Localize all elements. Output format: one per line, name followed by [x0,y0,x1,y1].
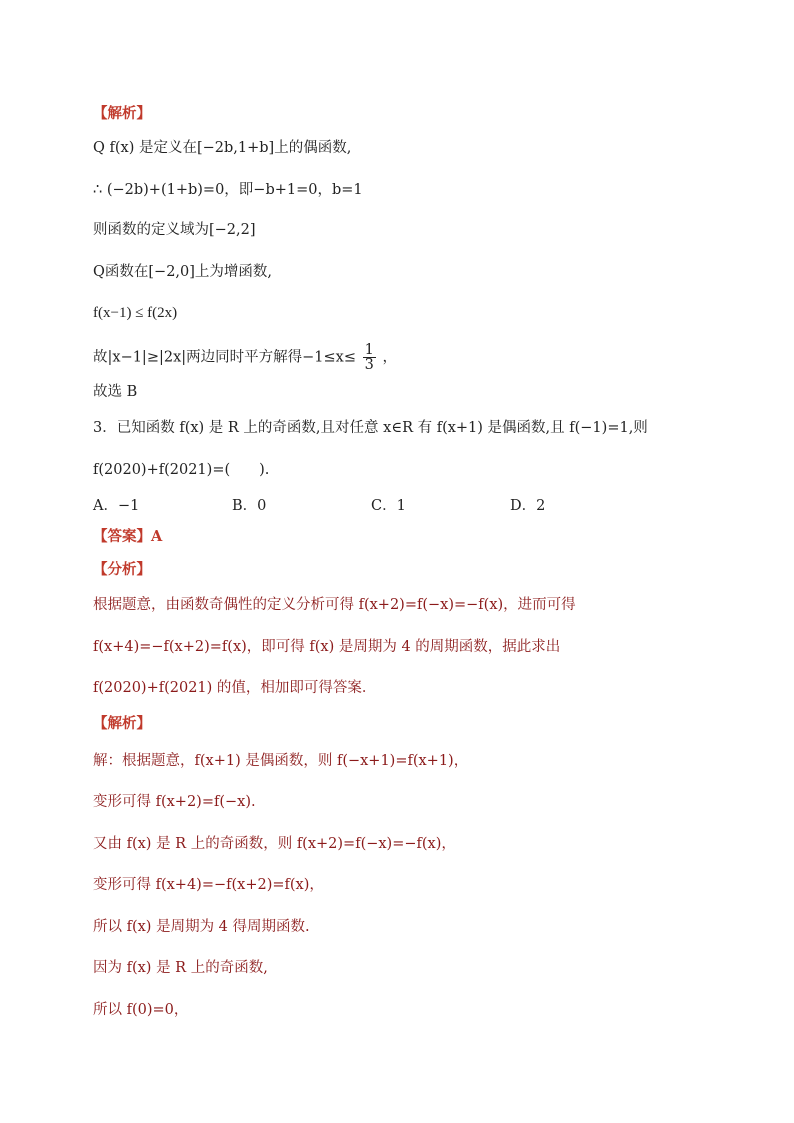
question-3-line-2: f(2020)+f(2021)=( ). [93,462,270,478]
answer-label: 【答案】A [93,528,163,545]
proof-line-6-end: ， [382,349,397,366]
solution-line-2: 变形可得 f(x+2)=f(−x). [93,794,256,810]
proof-line-6-text: 故|x−1|≥|2x|两边同时平方解得−1≤x≤ [93,349,356,366]
solution-line-3: 又由 f(x) 是 R 上的奇函数，则 f(x+2)=f(−x)=−f(x)， [93,836,456,852]
proof-line-2: ∴ (−2b)+(1+b)=0，即−b+1=0，b=1 [93,182,363,198]
option-c: C．1 [371,498,406,514]
proof-line-4: Q函数在[−2,0]上为增函数, [93,264,273,280]
solution-line-4: 变形可得 f(x+4)=−f(x+2)=f(x)， [93,877,324,893]
section-heading-analysis: 【解析】 [93,105,151,122]
proof-line-5: f(x−1) ≤ f(2x) [93,305,178,321]
proof-line-6 [93,343,397,372]
option-b: B．0 [232,498,267,514]
solution-line-5: 所以 f(x) 是周期为 4 得周期函数. [93,919,310,935]
solution-line-7: 所以 f(0)=0， [93,1002,189,1018]
proof-line-3: 则函数的定义域为[−2,2] [93,222,256,238]
option-a: A．−1 [93,498,140,514]
analysis-label: 【分析】 [93,561,151,578]
question-3-line-1: 3．已知函数 f(x) 是 R 上的奇函数,且对任意 x∈R 有 f(x+1) 是偶函数,且 f(−1)=1,则 [93,420,648,436]
analysis-line-2: f(x+4)=−f(x+2)=f(x)，即可得 f(x) 是周期为 4 的周期函数，据此求出 [93,639,561,655]
analysis-line-3: f(2020)+f(2021) 的值，相加即可得答案． [93,680,377,696]
solution-line-6: 因为 f(x) 是 R 上的奇函数, [93,960,268,976]
proof-line-1: Q f(x) 是定义在[−2b,1+b]上的偶函数, [93,140,352,156]
fraction-denominator: 3 [364,357,374,373]
analysis-line-1: 根据题意，由函数奇偶性的定义分析可得 f(x+2)=f(−x)=−f(x)，进而可得 [93,597,576,613]
option-d: D．2 [510,498,546,514]
fraction [363,343,376,372]
solution-line-1: 解：根据题意，f(x+1) 是偶函数，则 f(−x+1)=f(x+1)， [93,753,469,769]
fraction-numerator: 1 [364,342,374,358]
section-heading-analysis-2: 【解析】 [93,715,151,732]
proof-line-7: 故选 B [93,384,138,400]
